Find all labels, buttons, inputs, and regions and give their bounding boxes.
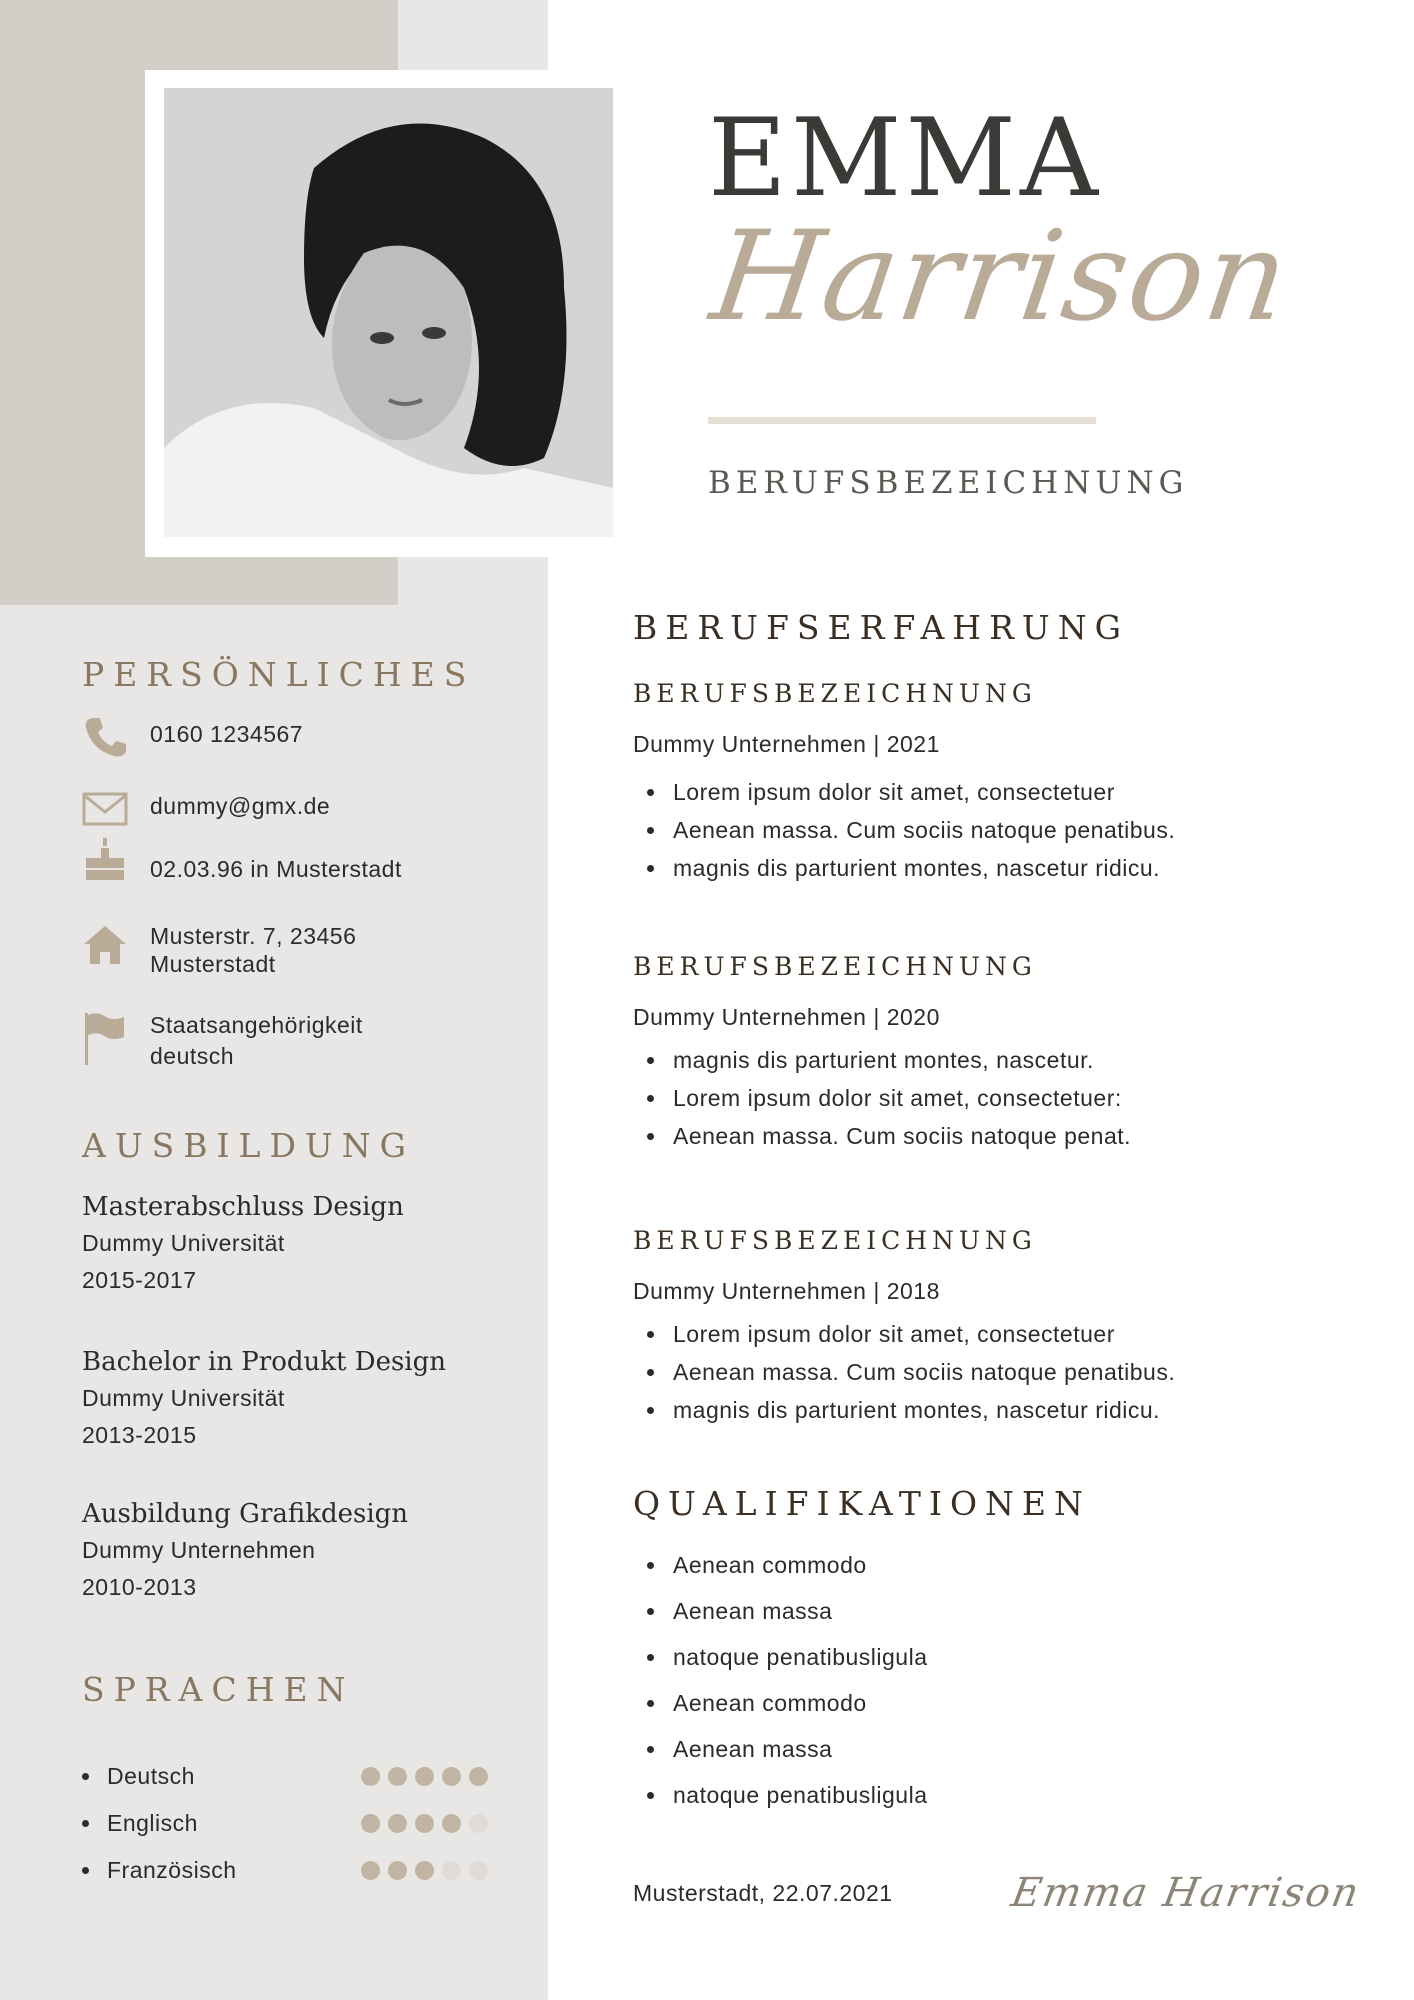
level-dot-filled	[361, 1767, 380, 1786]
education-item	[82, 1189, 502, 1299]
home-icon	[82, 922, 128, 968]
education-years: 2010-2013	[82, 1574, 197, 1600]
bullet	[82, 1820, 89, 1827]
language-name: Französisch	[107, 1857, 237, 1883]
level-dot-empty	[442, 1861, 461, 1880]
job-bullet: Aenean massa. Cum sociis natoque penat.	[633, 1117, 1333, 1155]
phone-icon	[82, 714, 128, 760]
language-name: Englisch	[107, 1810, 198, 1836]
level-dot-empty	[469, 1861, 488, 1880]
level-dot-empty	[469, 1814, 488, 1833]
job-bullet: Lorem ipsum dolor sit amet, consectetuer	[633, 1315, 1333, 1353]
education-section-title: AUSBILDUNG	[82, 1126, 415, 1165]
job-entry-title: BERUFSBEZEICHNUNG	[633, 679, 1037, 708]
nationality-text	[150, 1010, 490, 1072]
level-dot-filled	[442, 1767, 461, 1786]
language-level-dots	[361, 1767, 496, 1791]
language-name: Deutsch	[107, 1763, 195, 1789]
job-bullet: Aenean massa. Cum sociis natoque penatibus.	[633, 1353, 1333, 1391]
language-level-dots	[361, 1814, 496, 1838]
level-dot-filled	[415, 1861, 434, 1880]
education-institution: Dummy Unternehmen	[82, 1537, 316, 1563]
name-divider	[708, 417, 1096, 424]
level-dot-filled	[361, 1814, 380, 1833]
job-bullet: Lorem ipsum dolor sit amet, consectetuer:	[633, 1079, 1333, 1117]
job-entry	[633, 950, 1333, 1155]
level-dot-filled	[388, 1767, 407, 1786]
bullet	[82, 1773, 89, 1780]
last-name: Harrison	[703, 205, 1299, 349]
address-line2: Musterstadt	[150, 951, 276, 977]
job-company: Dummy Unternehmen | 2018	[633, 1278, 940, 1304]
address-text	[150, 922, 490, 978]
education-institution: Dummy Universität	[82, 1230, 285, 1256]
education-degree: Masterabschluss Design	[82, 1192, 404, 1222]
job-bullet: magnis dis parturient montes, nascetur ridicu.	[633, 849, 1333, 887]
job-bullets	[633, 1315, 1333, 1429]
nationality-line1: Staatsangehörigkeit	[150, 1012, 363, 1038]
job-entry	[633, 1224, 1333, 1429]
mail-icon	[82, 786, 128, 832]
place-date: Musterstadt, 22.07.2021	[633, 1880, 893, 1906]
education-item	[82, 1344, 502, 1454]
language-row	[82, 1852, 502, 1899]
qualification-item: Aenean commodo	[633, 1680, 1333, 1726]
language-level-dots	[361, 1861, 496, 1885]
job-company: Dummy Unternehmen | 2021	[633, 731, 940, 757]
education-degree: Bachelor in Produkt Design	[82, 1347, 446, 1377]
qualifications-section-title: QUALIFIKATIONEN	[633, 1484, 1091, 1523]
level-dot-filled	[415, 1814, 434, 1833]
qualification-item: natoque penatibusligula	[633, 1634, 1333, 1680]
bullet	[82, 1867, 89, 1874]
qualification-bullets	[633, 1542, 1333, 1818]
languages-section-title: SPRACHEN	[82, 1670, 355, 1709]
birthday-cake-icon	[82, 836, 128, 882]
experience-section-title: BERUFSERFAHRUNG	[633, 608, 1129, 647]
education-institution: Dummy Universität	[82, 1385, 285, 1411]
language-list	[82, 1758, 502, 1899]
level-dot-filled	[469, 1767, 488, 1786]
signature: Emma Harrison	[1007, 1870, 1364, 1916]
job-bullet: magnis dis parturient montes, nascetur ridicu.	[633, 1391, 1333, 1429]
qualifications-list	[633, 1542, 1333, 1818]
portrait-illustration	[164, 88, 613, 537]
job-bullets	[633, 1041, 1333, 1155]
level-dot-filled	[442, 1814, 461, 1833]
qualification-item: Aenean commodo	[633, 1542, 1333, 1588]
qualification-item: Aenean massa	[633, 1588, 1333, 1634]
job-company: Dummy Unternehmen | 2020	[633, 1004, 940, 1030]
qualification-item: natoque penatibusligula	[633, 1772, 1333, 1818]
photo-frame	[145, 70, 613, 557]
job-bullets	[633, 773, 1333, 887]
level-dot-filled	[361, 1861, 380, 1880]
language-row	[82, 1805, 502, 1852]
address-line1: Musterstr. 7, 23456	[150, 923, 357, 949]
level-dot-filled	[415, 1767, 434, 1786]
level-dot-filled	[388, 1861, 407, 1880]
education-years: 2013-2015	[82, 1422, 197, 1448]
job-bullet: Lorem ipsum dolor sit amet, consectetuer	[633, 773, 1333, 811]
language-row	[82, 1758, 502, 1805]
nationality-line2: deutsch	[150, 1043, 235, 1069]
education-degree: Ausbildung Grafikdesign	[82, 1499, 409, 1529]
job-title: BERUFSBEZEICHNUNG	[708, 465, 1189, 501]
education-item	[82, 1496, 502, 1606]
first-name: EMMA	[708, 96, 1102, 221]
job-entry	[633, 677, 1333, 887]
job-bullet: magnis dis parturient montes, nascetur.	[633, 1041, 1333, 1079]
job-bullet: Aenean massa. Cum sociis natoque penatibus.	[633, 811, 1333, 849]
profile-photo	[164, 88, 613, 537]
personal-section-title: PERSÖNLICHES	[82, 655, 476, 694]
job-entry-title: BERUFSBEZEICHNUNG	[633, 952, 1037, 981]
flag-icon	[82, 1010, 128, 1068]
phone-text: 0160 1234567	[150, 721, 304, 747]
qualification-item: Aenean massa	[633, 1726, 1333, 1772]
education-years: 2015-2017	[82, 1267, 197, 1293]
job-entry-title: BERUFSBEZEICHNUNG	[633, 1226, 1037, 1255]
birth-text: 02.03.96 in Musterstadt	[150, 856, 402, 882]
level-dot-filled	[388, 1814, 407, 1833]
email-text: dummy@gmx.de	[150, 793, 331, 819]
